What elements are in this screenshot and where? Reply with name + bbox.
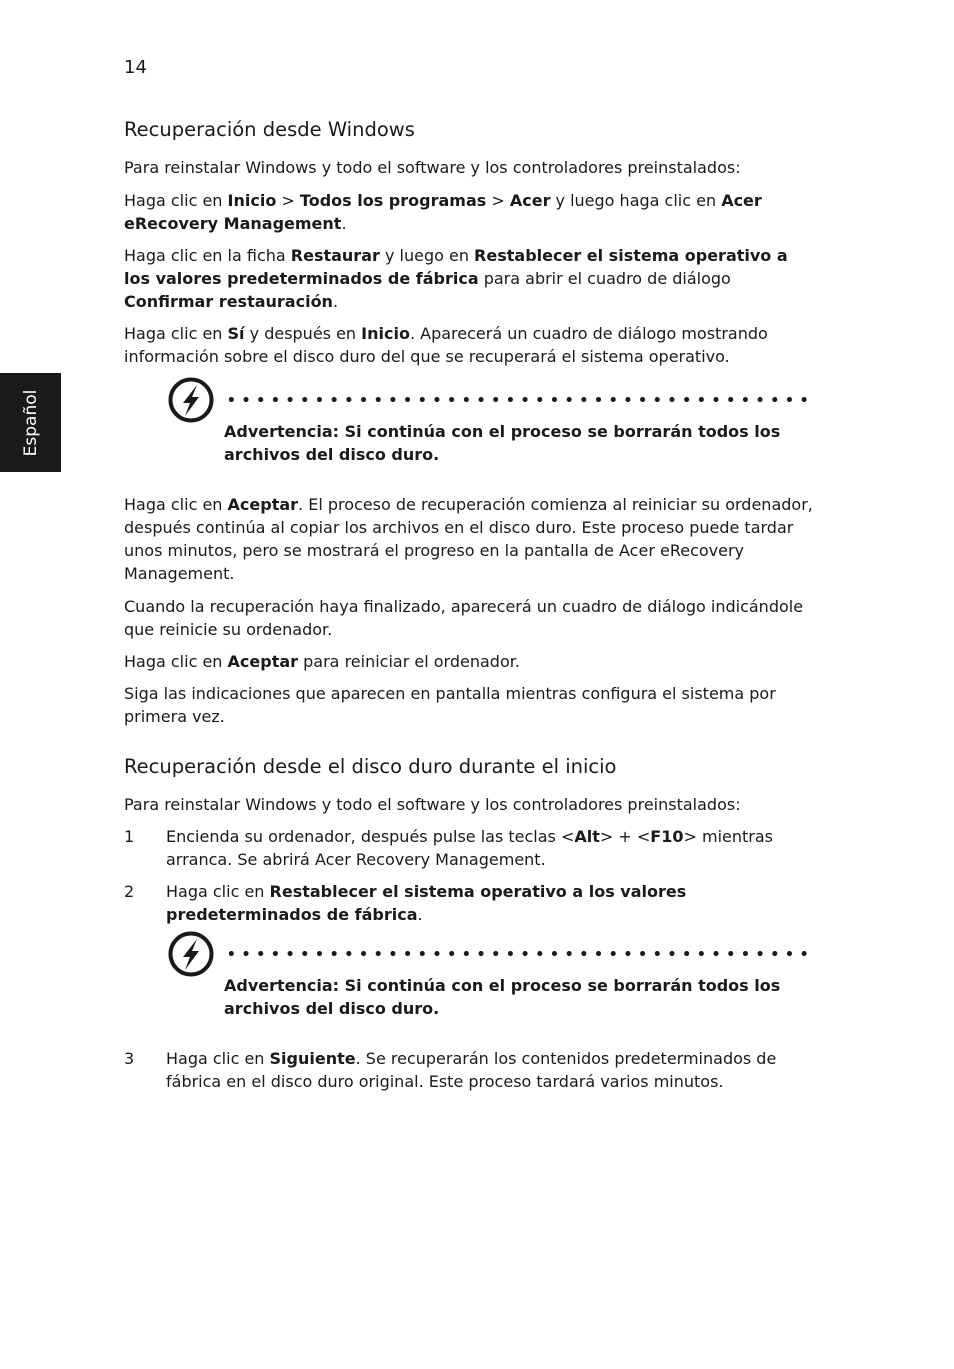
step-2-text: Haga clic en Restablecer el sistema operativo a los valores predeterminados de fábrica. [166,882,687,924]
step-number: 2 [124,882,135,901]
section-heading-hdd-recovery: Recuperación desde el disco duro durante el inicio [124,755,617,778]
warning-text: Advertencia: Si continúa con el proceso se borrarán todos los archivos del disco duro. [224,422,781,464]
section1-intro: Para reinstalar Windows y todo el software y los controladores preinstalados: [124,158,741,177]
section-heading-windows-recovery: Recuperación desde Windows [124,118,415,141]
section1-paragraph-3: Haga clic en Sí y después en Inicio. Aparecerá un cuadro de diálogo mostrando información sobre el disco duro del que se recuperará el sistema operativo. [124,324,768,366]
language-label: Español [20,389,41,456]
warning-lightning-icon [168,931,214,977]
warning-lightning-icon [168,377,214,423]
page-number: 14 [124,57,147,78]
warning-dotted-divider [224,951,810,956]
section1-paragraph-6: Haga clic en Aceptar para reiniciar el ordenador. [124,652,520,671]
warning-text: Advertencia: Si continúa con el proceso se borrarán todos los archivos del disco duro. [224,976,781,1018]
step-3-text: Haga clic en Siguiente. Se recuperarán los contenidos predeterminados de fábrica en el disco duro original. Este proceso tardará varios minutos. [166,1049,777,1091]
section1-paragraph-1: Haga clic en Inicio > Todos los programas > Acer y luego haga clic en Acer eRecovery Management. [124,191,762,233]
section2-intro: Para reinstalar Windows y todo el software y los controladores preinstalados: [124,795,741,814]
language-side-tab [0,373,61,472]
section1-paragraph-4: Haga clic en Aceptar. El proceso de recuperación comienza al reiniciar su ordenador, después continúa al copiar los archivos en el disco duro. Este proceso puede tardar unos minutos, pero se mostrará el progreso en la pantalla de Acer eRecovery Management. [124,495,813,583]
step-number: 3 [124,1049,135,1068]
step-number: 1 [124,827,135,846]
section1-paragraph-7: Siga las indicaciones que aparecen en pantalla mientras configura el sistema por primera vez. [124,684,776,726]
section1-paragraph-2: Haga clic en la ficha Restaurar y luego en Restablecer el sistema operativo a los valores predeterminados de fábrica para abrir el cuadro de diálogo Confirmar restauración. [124,246,788,311]
step-1-text: Encienda su ordenador, después pulse las teclas <Alt> + <F10> mientras arranca. Se abrirá Acer Recovery Management. [166,827,773,869]
warning-dotted-divider [224,397,810,402]
section1-paragraph-5: Cuando la recuperación haya finalizado, aparecerá un cuadro de diálogo indicándole que reinicie su ordenador. [124,597,804,639]
